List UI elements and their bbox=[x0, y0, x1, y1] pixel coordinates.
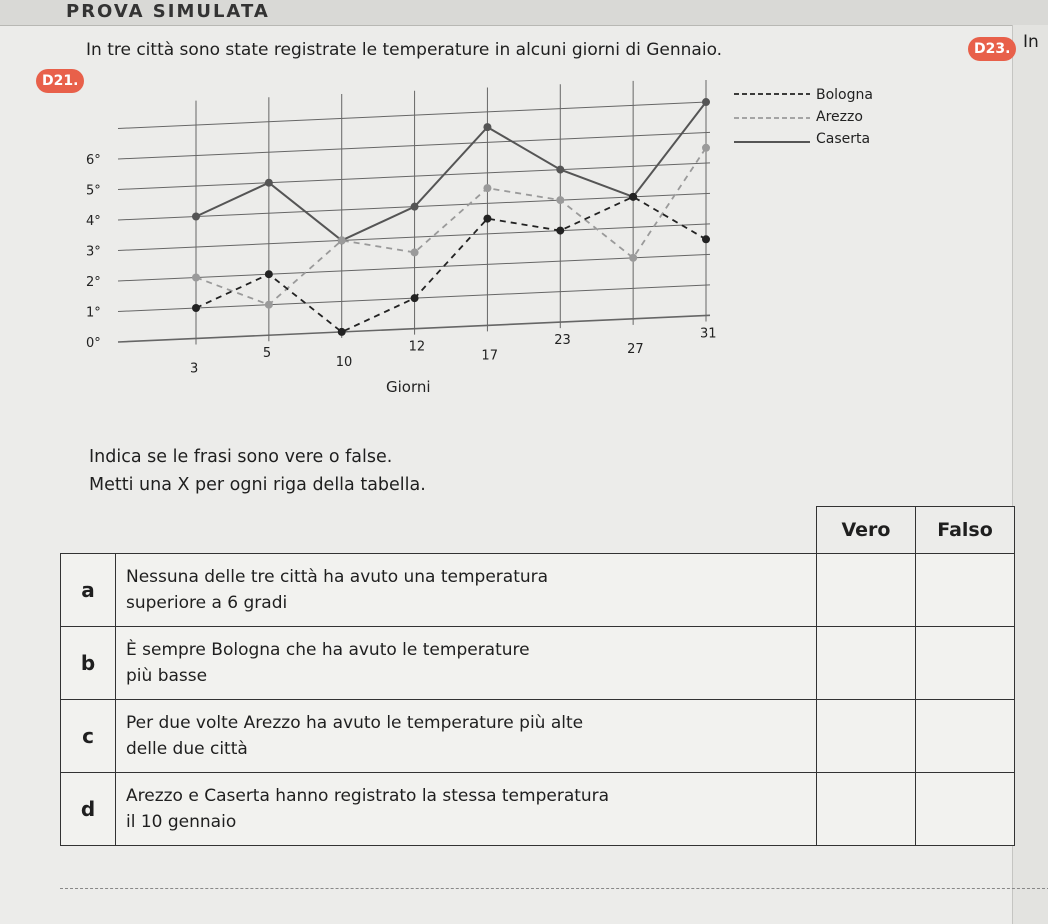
temperature-line-chart bbox=[0, 80, 960, 410]
dashed-cut-line bbox=[60, 888, 1048, 889]
series-line-bologna bbox=[196, 197, 706, 332]
row-statement-line: Arezzo e Caserta hanno registrato la stessa temperatura bbox=[126, 786, 610, 806]
y-tick-label: 0° bbox=[86, 336, 101, 351]
table-row bbox=[61, 700, 1015, 773]
false-checkbox[interactable] bbox=[916, 627, 1015, 700]
data-point-arezzo bbox=[629, 254, 637, 262]
gridline-horizontal bbox=[118, 102, 710, 129]
x-tick-label: 3 bbox=[190, 361, 199, 377]
row-label: a bbox=[61, 554, 116, 627]
row-statement-line: più basse bbox=[126, 666, 208, 686]
y-tick-label: 2° bbox=[86, 275, 101, 290]
data-point-caserta bbox=[702, 98, 710, 106]
q23-prompt: In bbox=[1023, 32, 1039, 52]
y-tick-label: 4° bbox=[86, 214, 101, 229]
y-tick-label: 3° bbox=[86, 244, 101, 260]
row-statement-line: È sempre Bologna che ha avuto le temperature bbox=[126, 640, 530, 660]
instructions-line-2: Metti una X per ogni riga della tabella. bbox=[89, 475, 426, 495]
q23-badge: D23. bbox=[968, 37, 1016, 61]
y-tick-label: 6° bbox=[86, 153, 101, 168]
row-statement-line: Nessuna delle tre città ha avuto una temperatura bbox=[126, 567, 549, 587]
data-point-caserta bbox=[265, 179, 273, 187]
false-checkbox[interactable] bbox=[916, 700, 1015, 773]
table-row bbox=[61, 773, 1015, 846]
data-point-arezzo bbox=[411, 248, 419, 256]
x-tick-label: 17 bbox=[481, 348, 498, 364]
data-point-bologna bbox=[483, 215, 491, 223]
x-axis-title: Giorni bbox=[386, 378, 431, 396]
x-tick-label: 23 bbox=[554, 333, 571, 349]
true-checkbox[interactable] bbox=[817, 554, 916, 627]
y-tick-label: 5° bbox=[86, 183, 101, 199]
true-checkbox[interactable] bbox=[817, 627, 916, 700]
x-axis-line bbox=[118, 315, 710, 342]
page-top-band bbox=[0, 0, 1048, 26]
x-tick-label: 12 bbox=[408, 339, 426, 355]
data-point-bologna bbox=[192, 304, 200, 312]
row-statement bbox=[116, 773, 817, 846]
true-checkbox[interactable] bbox=[817, 700, 916, 773]
col-false-header: Falso bbox=[916, 507, 1015, 554]
row-label: c bbox=[61, 700, 116, 773]
data-point-arezzo bbox=[265, 301, 273, 309]
q21-badge: D21. bbox=[36, 69, 84, 93]
row-statement bbox=[116, 627, 817, 700]
header-spacer bbox=[61, 507, 116, 554]
data-point-caserta bbox=[556, 166, 564, 174]
legend-label-caserta: Caserta bbox=[816, 131, 871, 147]
row-label: d bbox=[61, 773, 116, 846]
table-row bbox=[61, 554, 1015, 627]
x-tick-label: 10 bbox=[335, 354, 353, 370]
table-header-row bbox=[61, 507, 1015, 554]
legend-label-bologna: Bologna bbox=[816, 87, 873, 103]
x-tick-label: 27 bbox=[627, 341, 644, 357]
data-point-arezzo bbox=[556, 196, 564, 204]
row-statement-line: superiore a 6 gradi bbox=[126, 593, 288, 613]
row-statement-line: Per due volte Arezzo ha avuto le temperature più alte bbox=[126, 713, 584, 733]
gridline-horizontal bbox=[118, 224, 710, 251]
x-tick-label: 5 bbox=[262, 346, 272, 362]
data-point-bologna bbox=[629, 193, 637, 201]
data-point-bologna bbox=[265, 270, 273, 278]
data-point-bologna bbox=[338, 328, 346, 336]
q21-prompt: In tre città sono state registrate le temperature in alcuni giorni di Gennaio. bbox=[86, 40, 723, 60]
data-point-bologna bbox=[556, 227, 564, 235]
row-statement bbox=[116, 700, 817, 773]
data-point-bologna bbox=[702, 235, 710, 243]
data-point-arezzo bbox=[192, 273, 200, 281]
false-checkbox[interactable] bbox=[916, 773, 1015, 846]
data-point-caserta bbox=[192, 212, 200, 220]
data-point-caserta bbox=[411, 203, 419, 211]
data-point-bologna bbox=[411, 294, 419, 302]
row-label: b bbox=[61, 627, 116, 700]
table-row bbox=[61, 627, 1015, 700]
y-tick-label: 1° bbox=[86, 305, 101, 321]
instructions bbox=[89, 443, 426, 499]
row-statement-line: delle due città bbox=[126, 739, 248, 759]
data-point-arezzo bbox=[702, 144, 710, 152]
next-page-edge bbox=[1012, 25, 1048, 924]
instructions-line-1: Indica se le frasi sono vere o false. bbox=[89, 447, 393, 467]
row-statement bbox=[116, 554, 817, 627]
gridline-horizontal bbox=[118, 132, 710, 159]
true-false-table bbox=[60, 506, 1015, 846]
data-point-arezzo bbox=[338, 236, 346, 244]
series-line-arezzo bbox=[196, 148, 706, 305]
x-tick-label: 31 bbox=[700, 326, 717, 342]
header-title: PROVA SIMULATA bbox=[66, 1, 270, 22]
row-statement-line: il 10 gennaio bbox=[126, 812, 237, 832]
header-spacer bbox=[116, 507, 817, 554]
data-point-caserta bbox=[483, 123, 491, 131]
legend-label-arezzo: Arezzo bbox=[816, 109, 863, 125]
gridline-horizontal bbox=[118, 254, 710, 281]
gridline-horizontal bbox=[118, 163, 710, 190]
true-checkbox[interactable] bbox=[817, 773, 916, 846]
false-checkbox[interactable] bbox=[916, 554, 1015, 627]
col-true-header: Vero bbox=[817, 507, 916, 554]
data-point-arezzo bbox=[483, 184, 491, 192]
